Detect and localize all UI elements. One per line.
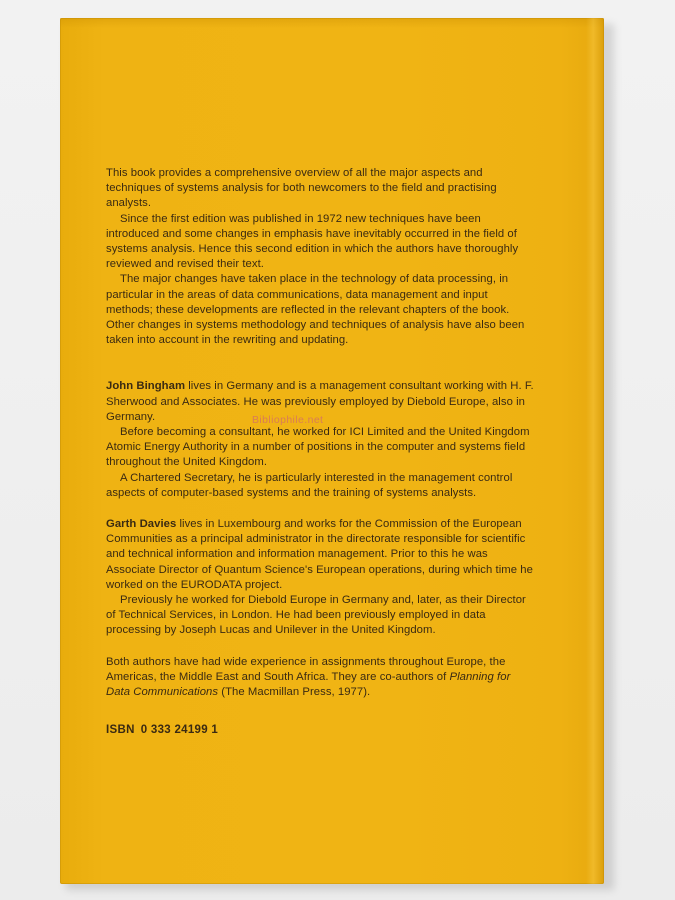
- book-back-cover: [60, 18, 604, 884]
- closing-publisher: (The Macmillan Press, 1977).: [218, 686, 371, 699]
- author1-paragraph-1-text: lives in Germany and is a management consultant working with H. F. Sherwood and Associates. He was previously employed by Diebold Europe, also in Germany.: [106, 380, 534, 423]
- author1-paragraph-3: A Chartered Secretary, he is particularly interested in the management control aspects of computer-based systems and the training of systems analysts.: [106, 471, 513, 499]
- book-top-edge: [60, 18, 604, 28]
- author1-paragraph-1: [106, 379, 536, 425]
- author2-paragraph-1: [106, 517, 536, 593]
- blurb-paragraph-2: Since the first edition was published in 1972 new techniques have been introduced and some changes in emphasis have inevitably occurred in the field of systems analysis. Hence this second edition in which the authors have thoroughly reviewed and revised their text.: [106, 212, 519, 271]
- author1-name: John Bingham: [106, 380, 186, 393]
- author1-paragraph-2: Before becoming a consultant, he worked for ICI Limited and the United Kingdom Atomic Energy Authority in a number of positions in the computer and systems field throughout the United Kingdom.: [106, 426, 530, 469]
- spacer: [106, 501, 536, 517]
- isbn-label: ISBN: [106, 724, 135, 737]
- blurb-paragraph-1: This book provides a comprehensive overview of all the major aspects and techniques of systems analysis for both newcomers to the field and practising analysts.: [106, 167, 497, 210]
- isbn-number: 0 333 24199 1: [140, 724, 219, 737]
- blurb-paragraph-3: The major changes have taken place in the technology of data processing, in particular in the areas of data communications, data management and input methods; these developments are reflected in the relevant chapters of the book. Other changes in systems methodology and techniques of analysis have also been taken into account in the rewriting and updating.: [106, 273, 525, 347]
- author2-paragraph-2: Previously he worked for Diebold Europe in Germany and, later, as their Director of Technical Services, in London. He had been previously employed in data processing by Joseph Lucas and Unilever in the United Kingdom.: [106, 594, 526, 637]
- watermark: Bibliophile.net: [252, 414, 324, 426]
- closing-paragraph: [106, 655, 536, 701]
- spacer: [106, 348, 536, 379]
- book-right-edge: [586, 18, 604, 884]
- author2-paragraph-1-text: lives in Luxembourg and works for the Commission of the European Communities as a principal administrator in the directorate responsible for scientific and technical information and information management. Prior to this he was Associate Director of Quantum Science's European operations, during which time he worked on the EURODATA project.: [106, 518, 533, 591]
- closing-text: Both authors have had wide experience in assignments throughout Europe, the Americas, the Middle East and South Africa. They are co-authors of: [106, 655, 506, 683]
- author2-name: Garth Davies: [106, 518, 177, 531]
- isbn-line: [106, 723, 536, 738]
- cover-text: [106, 166, 536, 739]
- spacer: [106, 639, 536, 655]
- co-authored-book-title: Planning for Data Communications: [106, 670, 511, 699]
